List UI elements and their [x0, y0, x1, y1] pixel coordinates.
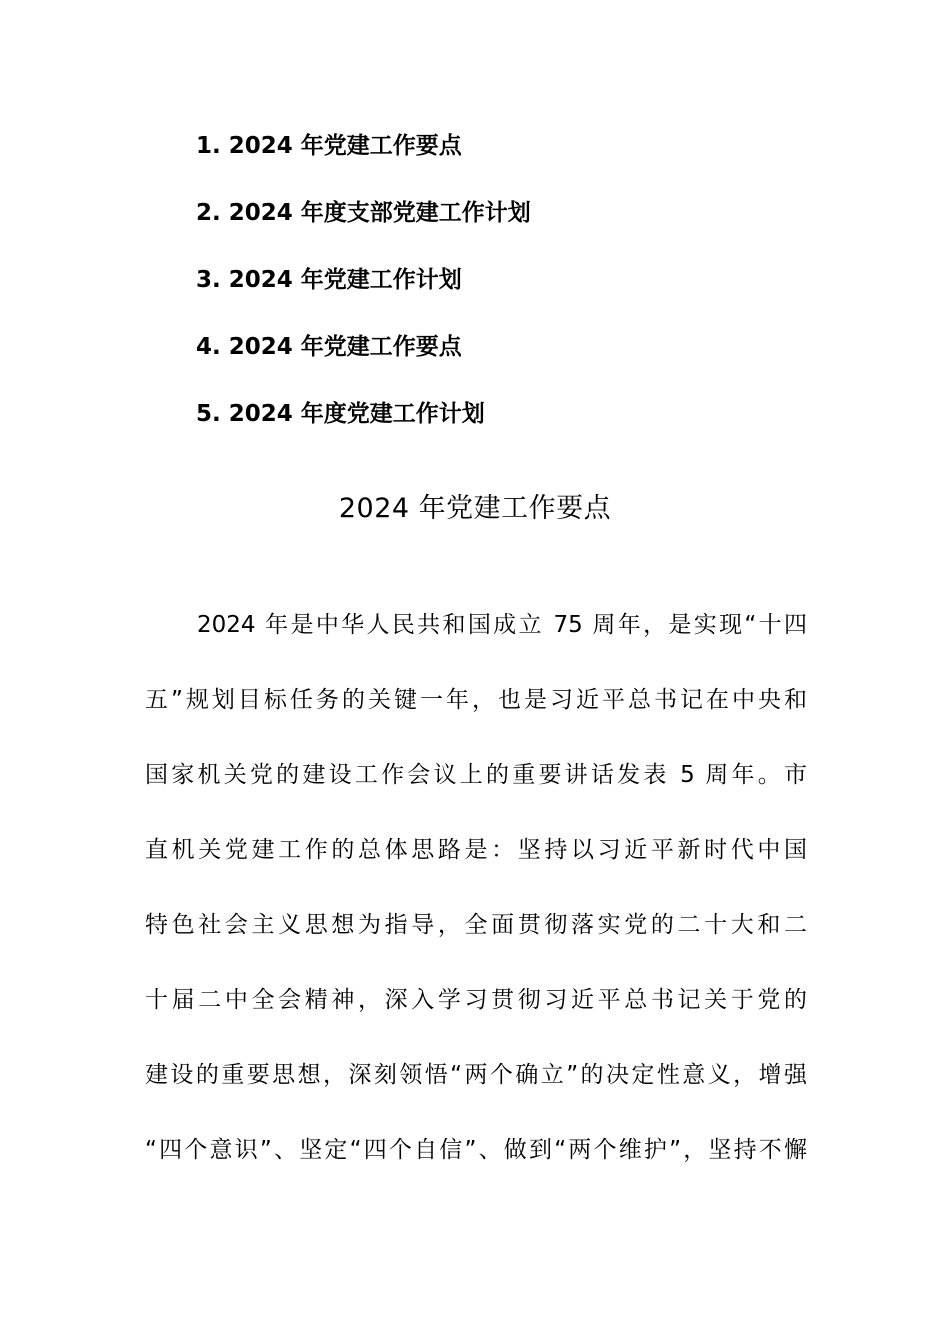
paragraph-line: 直机关党建工作的总体思路是：坚持以习近平新时代中国 [145, 837, 807, 863]
paragraph-line: 特色社会主义思想为指导，全面贯彻落实党的二十大和二 [145, 912, 807, 938]
table-of-contents [196, 130, 531, 465]
paragraph-line: 十届二中全会精神，深入学习贯彻习近平总书记关于党的 [145, 987, 807, 1013]
paragraph-line: 五”规划目标任务的关键一年，也是习近平总书记在中央和 [145, 687, 807, 713]
toc-item: 2. 2024 年度支部党建工作计划 [196, 200, 531, 226]
document-title: 2024 年党建工作要点 [338, 493, 612, 524]
paragraph-line: 建设的重要思想，深刻领悟“两个确立”的决定性意义，增强 [145, 1062, 807, 1088]
paragraph-line: “四个意识”、坚定“四个自信”、做到“两个维护”，坚持不懈 [145, 1137, 807, 1163]
body-paragraph [145, 603, 807, 1203]
paragraph-line: 国家机关党的建设工作会议上的重要讲话发表 5 周年。市 [145, 762, 807, 788]
toc-item: 1. 2024 年党建工作要点 [196, 133, 462, 159]
toc-item: 3. 2024 年党建工作计划 [196, 267, 462, 293]
toc-item: 5. 2024 年度党建工作计划 [196, 401, 485, 427]
paragraph-line: 2024 年是中华人民共和国成立 75 周年，是实现“十四 [197, 612, 807, 638]
toc-item: 4. 2024 年党建工作要点 [196, 334, 462, 360]
